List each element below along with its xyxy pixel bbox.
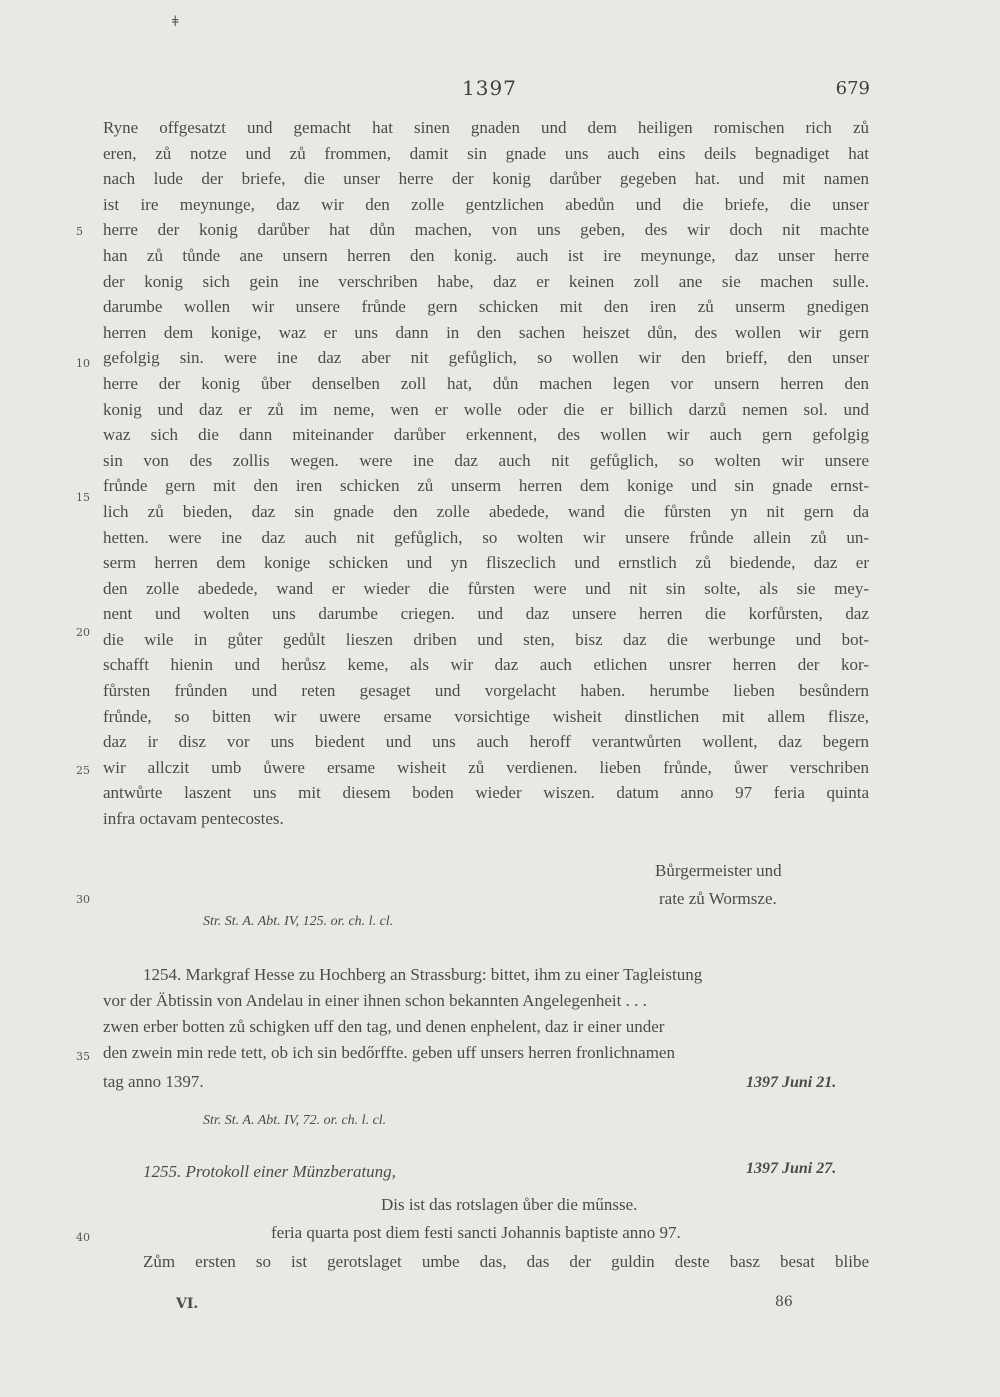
line-number: 15 (76, 491, 90, 504)
letter-line: darumbe wollen wir unsere frůnde gern schicken mit den iren zů unserm gnedigen (103, 297, 869, 317)
letter-line: sin von des zollis wegen. were ine daz auch nit gefůglich, so wolten wir unsere (103, 450, 869, 470)
entry-1254-line-3: zwen erber botten zů schigken uff den tag, und denen enphelent, daz ir einer under (103, 1017, 665, 1036)
letter-line: antwůrte laszent uns mit diesem boden wieder wiszen. datum anno 97 feria quinta (103, 783, 869, 803)
letter-line: fůrsten frůnden und reten gesaget und vorgelacht haben. herumbe lieben besůndern (103, 681, 869, 701)
line-number: 35 (76, 1050, 90, 1063)
letter-line: herren dem konige, waz er uns dann in den sachen heiszet důn, des wollen wir gern (103, 322, 869, 342)
letter-line: hetten. were ine daz auch nit gefůglich, so wolten wir unsere frůnde allein zů un- (103, 527, 869, 547)
letter-line: die wile in gůter gedůlt lieszen driben und sten, bisz daz die werbunge und bot- (103, 629, 869, 649)
line-number: 10 (76, 357, 90, 370)
letter-line: herre der konig darůber hat důn machen, von uns geben, des wir doch nit machte (103, 220, 869, 240)
letter-line: gefolgig sin. were ine daz aber nit gefůglich, so wollen wir den brieff, den unser (103, 348, 869, 368)
entry-1254-line-1: 1254. Markgraf Hesse zu Hochberg an Strassburg: bittet, ihm zu einer Tagleistung (143, 965, 703, 984)
letter-line: Ryne offgesatzt und gemacht hat sinen gnaden und dem heiligen romischen rich zů (103, 118, 869, 137)
entry-1254-line-5: tag anno 1397. (103, 1072, 204, 1091)
printer-mark: ǂ (172, 14, 179, 30)
entry-1255-date: 1397 Juni 27. (746, 1160, 837, 1177)
letter-line: den zolle abedede, wand er wieder die fůrsten were und nit sin solte, als sie mey- (103, 578, 869, 598)
line-number: 25 (76, 764, 90, 777)
letter-line: infra octavam pentecostes. (103, 809, 284, 829)
letter-line: han zů tůnde ane unsern herren den konig. auch ist ire meynunge, daz unser herre (103, 245, 869, 265)
letter-line: nent und wolten uns darumbe criegen. und daz unsere herren die korfůrsten, daz (103, 604, 869, 624)
letter-body (103, 115, 869, 832)
letter-line: herre der konig ůber denselben zoll hat, důn machen legen vor unsern herren den (103, 373, 869, 393)
letter-line: eren, zů notze und zů frommen, damit sin gnade uns auch eins deils begnadiget hat (103, 143, 869, 163)
entry-1254-line-4: den zwein min rede tett, ob ich sin bedőrffte. geben uff unsers herren fronlichnamen (103, 1043, 675, 1062)
source-citation-2: Str. St. A. Abt. IV, 72. or. ch. l. cl. (203, 1113, 387, 1128)
letter-line: waz sich die dann miteinander darůber erkennent, des wollen wir auch gern gefolgig (103, 425, 869, 445)
letter-line: frůnde, so bitten wir uwere ersame vorsichtige wisheit dinstlichen mit allem flisze, (103, 706, 869, 726)
letter-line: konig und daz er zů im neme, wen er wolle oder die er billich darzů nemen sol. und (103, 399, 869, 419)
letter-line: frůnde gern mit den iren schicken zů unserm herren dem konige und sin gnade ernst- (103, 476, 869, 496)
entry-1255-dateline: feria quarta post diem festi sancti Johannis baptiste anno 97. (271, 1223, 681, 1242)
line-number: 5 (76, 225, 83, 238)
entry-1255-body-line: Zům ersten so ist gerotslaget umbe das, das der guldin deste basz besat blibe (143, 1252, 869, 1271)
letter-line: lich zů bieden, daz sin gnade den zolle abedede, wand die fůrsten yn nit gern da (103, 501, 869, 521)
letter-line: serm herren dem konige schicken und yn fliszeclich und ernstlich zů biedende, daz er (103, 553, 869, 573)
letter-line: der konig sich gein ine verschriben habe, daz er keinen zoll ane sie machen sulle. (103, 271, 869, 291)
line-number: 20 (76, 626, 90, 639)
source-citation-1: Str. St. A. Abt. IV, 125. or. ch. l. cl. (203, 914, 394, 929)
signature-mark: 86 (775, 1294, 793, 1310)
line-number: 30 (76, 893, 90, 906)
letter-line: schafft hienin und herůsz keme, als wir daz auch etlichen unsrer herren der kor- (103, 655, 869, 675)
running-header-year: 1397 (462, 76, 517, 100)
letter-line: ist ire meynunge, daz wir den zolle gentzlichen abedůn und die briefe, die unser (103, 194, 869, 214)
entry-1255-heading: 1255. Protokoll einer Münzberatung, (143, 1162, 396, 1181)
letter-line: daz ir disz vor uns biedent und uns auch heroff verantwůrten wollent, daz begern (103, 732, 869, 752)
entry-1254-line-2: vor der Äbtissin von Andelau in einer ihnen schon bekannten Angelegenheit . . . (103, 991, 647, 1010)
entry-1254-date: 1397 Juni 21. (746, 1074, 837, 1091)
letter-line: nach lude der briefe, die unser herre der konig darůber gegeben hat. und mit namen (103, 169, 869, 189)
signature-line-1: Bůrgermeister und (655, 861, 782, 880)
page-number: 679 (835, 78, 870, 99)
entry-1255-title: Dis ist das rotslagen ůber die műnsse. (381, 1195, 638, 1214)
signature-line-2: rate zů Wormsze. (659, 889, 777, 908)
line-number: 40 (76, 1231, 90, 1244)
volume-footer: VI. (176, 1296, 199, 1312)
letter-line: wir allczit umb ůwere ersame wisheit zů verdienen. lieben frůnde, ůwer verschriben (103, 757, 869, 777)
